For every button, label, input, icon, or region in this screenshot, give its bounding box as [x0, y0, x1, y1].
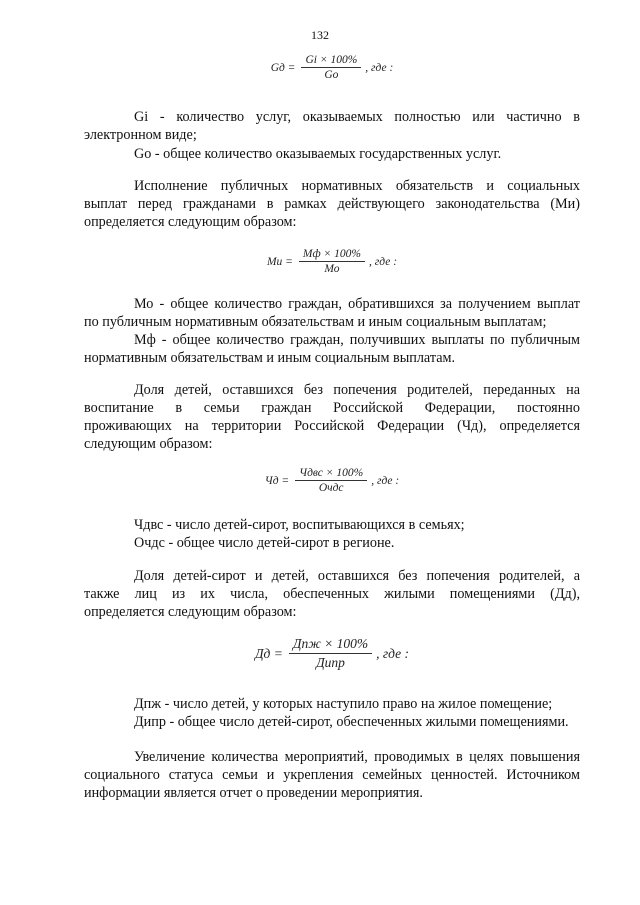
formula-numerator: Gi × 100% — [301, 54, 361, 68]
text-line: следующим образом: — [84, 436, 213, 452]
formula-gd — [84, 54, 580, 81]
formula-chd — [84, 467, 580, 494]
formula-dd — [84, 636, 580, 671]
text-line: воспитание в семьи граждан Российской Федерации, постоянно — [84, 400, 580, 416]
page-number: 132 — [311, 28, 329, 42]
formula-fraction — [289, 636, 372, 671]
text-line: Gi - количество услуг, оказываемых полностью или частично в — [134, 109, 580, 125]
formula-numerator: Мф × 100% — [299, 248, 365, 262]
formula-fraction — [295, 467, 367, 494]
formula-tail: , где : — [369, 255, 398, 268]
text-line: социального статуса семьи и укрепления семейных ценностей. Источником — [84, 767, 580, 783]
formula-denominator: Gо — [324, 69, 339, 81]
formula-fraction — [301, 54, 361, 81]
text-line: Go - общее количество оказываемых государственных услуг. — [134, 146, 502, 162]
formula-tail: , где : — [365, 61, 394, 74]
formula-denominator: Очдс — [318, 482, 344, 494]
formula-tail: , где : — [376, 645, 410, 661]
text-line: Чдвс - число детей-сирот, воспитывающихся в семьях; — [134, 517, 465, 533]
text-line: по публичным нормативным обязательствам и иным социальным выплатам; — [84, 314, 547, 330]
formula-fraction — [299, 248, 365, 275]
definition-dipr — [84, 713, 580, 731]
definition-go — [84, 145, 580, 163]
text-line: Дипр - общее число детей-сирот, обеспеченных жилыми помещениями. — [134, 714, 569, 730]
formula-lhs: Ми = — [266, 255, 293, 268]
text-line: Доля детей, оставшихся без попечения родителей, переданных на — [134, 382, 580, 398]
text-line: Мф - общее количество граждан, получивших выплаты по публичным — [134, 332, 580, 348]
definition-ochds — [84, 534, 580, 552]
text-line: выплат перед гражданами в рамках действующего законодательства (Ми) — [84, 196, 580, 212]
text-line: информации является отчет о проведении мероприятия. — [84, 785, 423, 801]
definition-gi — [84, 108, 580, 144]
formula-denominator: Мо — [324, 263, 340, 275]
paragraph-dd — [84, 567, 580, 621]
paragraph-events — [84, 748, 580, 802]
text-line: Очдс - общее число детей-сирот в регионе. — [134, 535, 395, 551]
text-line: Мо - общее количество граждан, обратившихся за получением выплат — [134, 296, 580, 312]
formula-lhs: Gд = — [270, 61, 296, 74]
paragraph-mi — [84, 177, 580, 231]
formula-numerator: Дпж × 100% — [289, 636, 372, 654]
text-line: Доля детей-сирот и детей, оставшихся без попечения родителей, а — [134, 568, 580, 584]
definition-chdvs — [84, 516, 580, 534]
definition-mo — [84, 295, 580, 331]
text-line: Увеличение количества мероприятий, проводимых в целях повышения — [134, 749, 580, 765]
text-line: Исполнение публичных нормативных обязательств и социальных — [134, 178, 580, 194]
formula-denominator: Дипр — [316, 655, 345, 670]
text-line: определяется следующим образом: — [84, 604, 297, 620]
text-line: проживающих на территории Российской Федерации (Чд), определяется — [84, 418, 580, 434]
text-line: также лиц из их числа, обеспеченных жилыми помещениями (Дд), — [84, 586, 580, 602]
formula-lhs: Дд = — [254, 645, 283, 661]
text-line: Дпж - число детей, у которых наступило право на жилое помещение; — [134, 696, 553, 712]
text-line: нормативным обязательствам и иным социальным выплатам. — [84, 350, 456, 366]
formula-mi — [84, 248, 580, 275]
text-line: определяется следующим образом: — [84, 214, 297, 230]
formula-tail: , где : — [371, 474, 400, 487]
definition-mf — [84, 331, 580, 367]
paragraph-chd — [84, 381, 580, 453]
text-line: электронном виде; — [84, 127, 197, 143]
formula-lhs: Чд = — [264, 474, 290, 487]
formula-numerator: Чдвс × 100% — [295, 467, 367, 481]
definition-dpzh — [84, 695, 580, 713]
